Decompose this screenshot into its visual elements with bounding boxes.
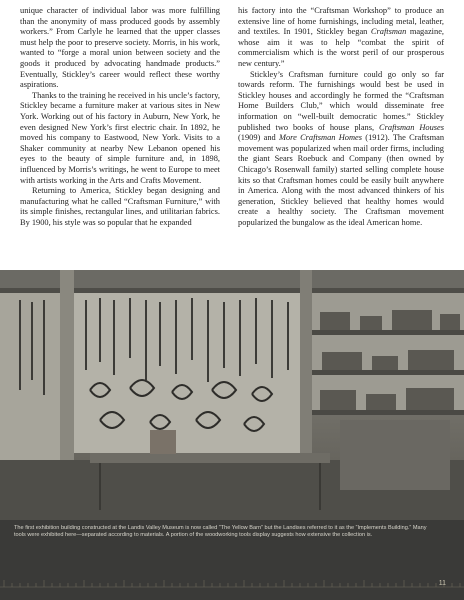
photo-caption: The first exhibition building constructed at the Landis Valley Museum is now called “The Yellow Barn” but the Landises referred to it as the “Implements Building.” Many tools were exhibited here—separated according to materials. A portion of the woodworking tools display suggests how extensive the collection is.: [14, 525, 427, 539]
right-p1-text-b: magazine, whose aim it was to help “combat the spirit of commercialism which is the worst peril of our prosperous new century.”: [238, 27, 445, 68]
page-number: 11: [438, 580, 446, 587]
right-p2-text-a: Stickley’s Craftsman furniture could go only so far towards reform. The furnishings would best be used in Stickley houses and accordingly he formed the “Craftsman Home Builders Club,” which would disseminate free information on “well-built democratic homes.” Stickley published two books of house plans,: [238, 69, 444, 132]
ruler-decoration: [0, 578, 464, 588]
right-p1-text-a: his factory into the “Craftsman Workshop” to produce an extensive line of home furnishings, including metal, leather, and textiles. In 1901, Stickley began: [238, 6, 444, 37]
right-paragraph-2: [238, 70, 444, 229]
left-paragraph-1: unique character of individual labor was more fulfilling than the anonymity of mass produced goods by assembly workers.” From Carlyle he learned that the upper classes must help the poor to preserve society. Morris, in his work, wanted to “forge a moral union between society and the goods it produced by advocating handmade products.” Eventually, Stickley’s career would reflect these worthy aspirations.: [20, 6, 220, 90]
left-paragraph-2: Thanks to the training he received in his uncle’s factory, Stickley became a furniture maker at various sites in New York. Working out of his factory in Auburn, New York, he even designed New York’s first electric chair. In 1892, he moved his company to Eastwood, New York. Visits to a Shaker community at nearby New Lebanon opened his eyes to the beauty of simple furniture and, in 1898, influenced by Morris’s writings, he went to Europe to meet with artists working in the Arts and Crafts Movement.: [20, 90, 220, 185]
left-text-column: [20, 6, 220, 228]
left-paragraph-3: Returning to America, Stickley began designing and manufacturing what he called “Craftsman Furniture,” with its simple finishes, rectangular lines, and utilitarian fabrics. By 1900, his style was so popular that he expanded: [20, 186, 220, 227]
book-title-1: Craftsman Houses: [379, 122, 444, 132]
tools-photo-illustration: [0, 270, 464, 520]
magazine-title: Craftsman: [370, 27, 407, 37]
woodworking-tools-photo: [0, 270, 464, 520]
right-p2-text-c: (1912). The Craftsman movement was popularized when mail order firms, including the giant Sears Roebuck and Company (then owned by Chicago’s Rosenwall family) started selling complete house kits so that Craftsman homes could be easily built anywhere in America. Along with the most advanced thinkers of his generation, Stickley believed that healthy homes would create a healthy society. The Craftsman movement popularized the bungalow as the ideal American home.: [238, 133, 445, 227]
right-p2-text-b: (1909) and: [238, 133, 279, 143]
right-paragraph-1: [238, 6, 444, 70]
right-text-column: [238, 6, 444, 228]
book-title-2: More Craftsman Homes: [278, 133, 362, 143]
